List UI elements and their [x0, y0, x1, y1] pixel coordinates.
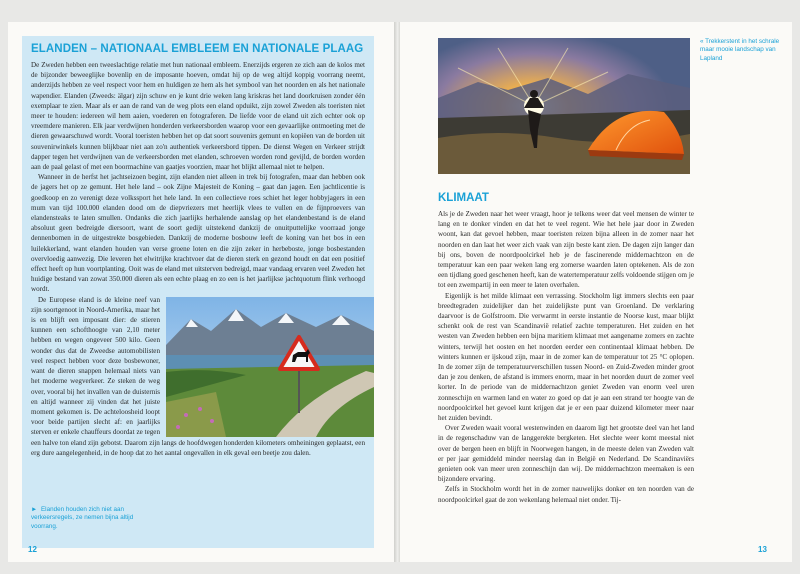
caption-text-right: Trekkerstent in het schrale maar mooie landschap van Lapland [700, 38, 780, 62]
left-page [8, 22, 394, 562]
page-number: 13 [758, 545, 767, 554]
box-paragraph: De Zweden hebben een tweeslachtige relatie met hun nationaal embleem. Enerzijds ergeren ze zich aan de kolos met de bijzonder beweeglijke bovenlip en de imposante hoeven, omdat hij op de weg altijd koppig voorrang neemt, anderzijds hebben ze veel respect voor hem en huldigen ze hem als het symbool van het noorden en als het nationale wapendier. Elanden (Zweeds: älgar) zijn schuw en je kunt drie weken lang kriskras het land doorkruisen zonder één exemplaar te zien. Maar als er aan de rand van de weg plots een eland opduikt, zijn zowel Zweden als toeristen niet meer te houden: iedereen wil hem aaien, voederen en fotograferen. De liefde voor de eland uit zich echter ook op vreemdere manieren. Elk jaar verdwijnen honderden verkeersborden waarop voor een gevaarlijke ontmoeting met de dieren gewaarschuwd wordt. Vooral toeristen hebben het op dat soort souvenirs gemunt en kopiëen van de borden uit souvenirwinkels kunnen blijkbaar niet aan zo'n authentiek verkeersbord tippen. De dienst Wegen en Verkeer strijdt dapper tegen het verdwijnen van de verkeersborden met elanden, schroeven worden rond gevijld, de borden worden aan de paal gelast of met een boormachine van gaatjes voorzien, maar het blijkt allemaal niet te helpen. [31, 61, 365, 172]
body-paragraph: Zelfs in Stockholm wordt het in de zomer nauwelijks donker en ten noorden van de noordpoolcirkel gaat de zon wekenlang helemaal niet onder. Tij- [438, 485, 694, 504]
box-title: ELANDEN – NATIONAAL EMBLEEM EN NATIONALE PLAAG [31, 43, 364, 55]
moose-road-photo [166, 297, 374, 437]
body-paragraph: Eigenlijk is het milde klimaat een verrassing. Stockholm ligt immers slechts een paar breedtegraden zuidelijker dan het zuidelijkste punt van Groenland. De verklaring daarvoor is de Golfstroom. Die verwarmt in eerste instantie de Noorse kust, maar blijkt schenkt ook de rest van Scandinavië relatief zachte temperaturen. Het zuiden en het westen van Zweden hebben een bijna maritiem klimaat met aangename zomers en zachte winters, terwijl het oosten en het noorden eerder een continentaal klimaat hebben. De winters kunnen er ijskoud zijn, maar in de zomer kan de temperatuur tot 25 °C oplopen. In de zomer zijn de temperatuurverschillen tussen Noord- en Zuid-Zweden minder groot dan je zou denken, de afstand is immers enorm, maar in het noorden duurt de zomer veel korter. In de periode van de middernachtzon geniet Zweden van enorm veel uren zonneschijn en warmen land en water zo goed op dat je aan een strand ter hoogte van de noordpoolcirkel het gevoel kunt krijgen dat je er een paar duizend kilometer meer naar het zuiden bevindt. [438, 291, 694, 423]
section-heading: KLIMAAT [438, 192, 489, 204]
right-page [400, 22, 792, 562]
box-paragraph: Wanneer in de herfst het jachtseizoen begint, zijn elanden niet alleen in trek bij fotografen, maar dan hebben ook de jagers het op ze gemunt. Het hele land – ook Zijne Majesteit de Koning – gaat dan jagen. Een jachtlicentie is goedkoop en zo verenigt deze volkssport het hele land. In een collectieve roes schiet het leger hobbyjagers in een mum van tijd 100.000 elanden dood om de diepvriezers met heerlijk vlees te vullen en de fijnproevers van elandensteaks te laten smullen. Ondanks die zich jaarlijks herhalende aanslag op het elandenbestand is de eland absoluut geen bedreigde diersoort, want de soort gedijt uitstekend dankzij de onuitputtelijke voorraad jonge dennenbomen in de uitgestrekte bosgebieden. Dankzij de moderne bosbouw leeft de koning van het bos in een luilekkerland, want elanden houden van verse groene loten en die zijn zeker in herbeboste, jonge bosbestanden overvloedig aanwezig. Die leveren het elwitrijke krachtvoer dat de dieren sterk en gezond houdt en dat een positief effect heeft op hun voortplanting. Ooit was de eland met uitsterven bedreigd, maar vandaag ervaren veel Zweden het huidige bestand van zowat 350.000 dieren als een echte plaag en zo een is het jaarlijkse jachtquotum flink verhoogd wordt. [31, 173, 365, 294]
body-paragraph: Over Zweden waait vooral westenwinden en daarom ligt het grootste deel van het land in de regenschaduw van de langgerekte bergketen. Het slechte weer komt meestal niet over de bergen heen en blijft in Noorwegen hangen, in de meeste delen van Zweden valt er per jaar gemiddeld minder neerslag dan in België en Nederland. De Scandinaviërs genieten ook van meer uren zonneschijn dan wij. De middernachtzon meemaken is een bijzondere ervaring. [438, 424, 694, 484]
tent-photo [438, 38, 690, 174]
double-chevron-left-icon: « [700, 38, 704, 45]
box-text [31, 60, 365, 458]
photo-caption [31, 506, 149, 531]
box-paragraph-text: De Europese eland is de kleine neef van zijn soortgenoot in Noord-Amerika, maar het is en blijft een imposant dier: de stieren kunnen een schofthoogte van 2,10 meter hebben en wegen ongeveer 500 kilo. Geen wonder dus dat de Zweedse automobilisten veel respect hebben voor deze bosbewoner, want de dieren snappen helemaal niets van het moderne wegverkeer. Ze steken de weg over, vooral bij het invallen van de duisternis en altijd wanneer zij vinden dat het juiste moment gekomen is. De achteloosheid loopt voor beide partijen slecht af: en jaarlijks sterven er enkele chauffeurs doordat ze tegen een halve ton eland zijn gebotst. Daarom zijn langs de hoofdwegen honderden kilometers omheiningen geplaatst, een erg dure aangelegenheid, in de hoop dat zo het aantal ongevallen in elk geval een beetje zou dalen. [31, 295, 365, 457]
box-paragraph [31, 295, 365, 458]
sidebar-box-elanden [22, 36, 374, 548]
page-number: 12 [28, 545, 37, 554]
caption-text: Elanden houden zich niet aan verkeersregels, ze nemen bijna altijd voorrang. [31, 506, 134, 530]
body-paragraph: Als je de Zweden naar het weer vraagt, hoor je telkens weer dat veel mensen de winter te lang en te donker vinden en dat het te veel regent. Wie het hele jaar door in Zweden woont, kan dat gevoel hebben, maar toeristen reizen bijna alleen in de zomer naar het noorden en dan laat het weer zich vaak van zijn beste kant zien. De dagen zijn langer dan bij ons, boven de noordpoolcirkel heb je de fascinerende middernachtzon en de temperatuur kan een paar weken lang erg zomerse waarden laten optekenen. Als de zon een tijdlang goed geschenen heeft, kan de watertemperatuur zelfs voldoende stijgen om je tot een zwempartij in een meer te laten overhalen. [438, 210, 694, 290]
arrow-right-icon: ► [31, 506, 38, 513]
body-text [438, 209, 694, 505]
photo-caption-right [700, 38, 788, 63]
